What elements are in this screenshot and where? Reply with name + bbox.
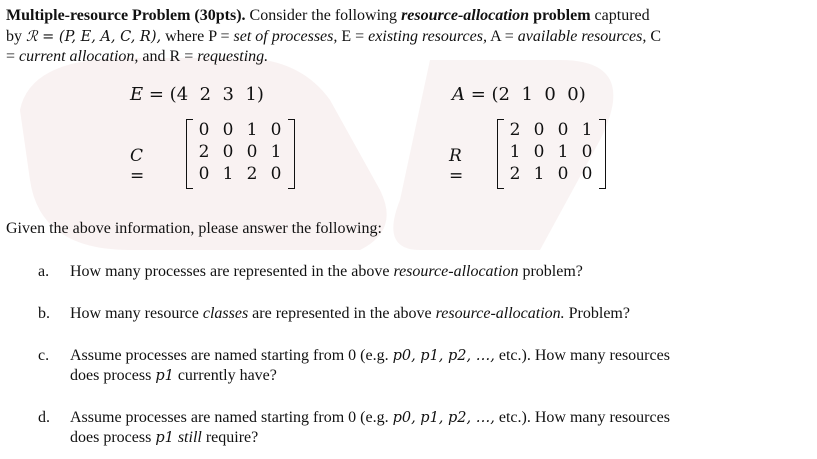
matrix-C-cell: 0 [270,164,282,184]
matrix-C-cell: 0 [270,120,282,140]
matrix-C-right-bracket [288,119,295,189]
matrix-C-cell: 0 [222,142,234,162]
question-d-label: d. [38,409,50,426]
matrix-C-cell: 1 [222,164,234,184]
matrix-R-cell: 2 [509,120,521,140]
question-c-label: c. [38,347,50,364]
question-d-text: Assume processes are named starting from 0 (e.g. p0, p1, p2, …, etc.). How many resources does process p1 still require? [70,409,670,446]
matrix-R-cell: 1 [557,142,569,162]
matrix-C-cell: 2 [198,142,210,162]
matrix-C-cell: 0 [198,164,210,184]
matrix-R-cell: 0 [557,120,569,140]
intro-paragraph: Multiple-resource Problem (30pts). Consider the following resource-allocation problem captured by ℛ = (P, E, A, C, R), where P = set of processes, E = existing resources, A = available resources, C = current allocation, and R = requesting. [6,7,662,65]
matrix-R-cell: 0 [557,164,569,184]
matrix-R-cell: 1 [509,142,521,162]
matrix-R-label: R = [449,146,464,186]
tuple-notation: ℛ = (P, E, A, C, R), [26,28,162,45]
question-c-text: Assume processes are named starting from 0 (e.g. p0, p1, p2, …, etc.). How many resources does process p1 currently have? [70,347,670,384]
matrix-C-grid [192,120,288,186]
matrix-R-cell: 0 [533,142,545,162]
question-b-text: How many resource classes are represented in the above resource-allocation. Problem? [70,305,630,322]
matrix-R-grid [503,120,599,186]
matrix-C-cell: 0 [222,120,234,140]
matrix-R-cell: 1 [581,120,593,140]
matrix-C-cell: 0 [198,120,210,140]
matrix-C-cell: 1 [246,120,258,140]
question-a-text: How many processes are represented in the above resource-allocation problem? [70,263,583,280]
matrix-R-cell: 2 [509,164,521,184]
matrix-C-label: C = [130,146,145,186]
given-instruction: Given the above information, please answer the following: [6,220,382,237]
matrix-R-right-bracket [599,119,606,189]
matrix-R-cell: 1 [533,164,545,184]
question-a-label: a. [38,263,50,280]
vector-A: A = (2 1 0 0) [452,84,586,105]
question-b-label: b. [38,305,50,322]
matrix-R-cell: 0 [533,120,545,140]
vector-E: E = (4 2 3 1) [130,84,264,105]
matrix-C-cell: 2 [246,164,258,184]
problem-title: Multiple-resource Problem (30pts). [6,7,246,24]
matrix-R-cell: 0 [581,142,593,162]
matrix-R-cell: 0 [581,164,593,184]
matrix-C-cell: 0 [246,142,258,162]
matrix-C-cell: 1 [270,142,282,162]
